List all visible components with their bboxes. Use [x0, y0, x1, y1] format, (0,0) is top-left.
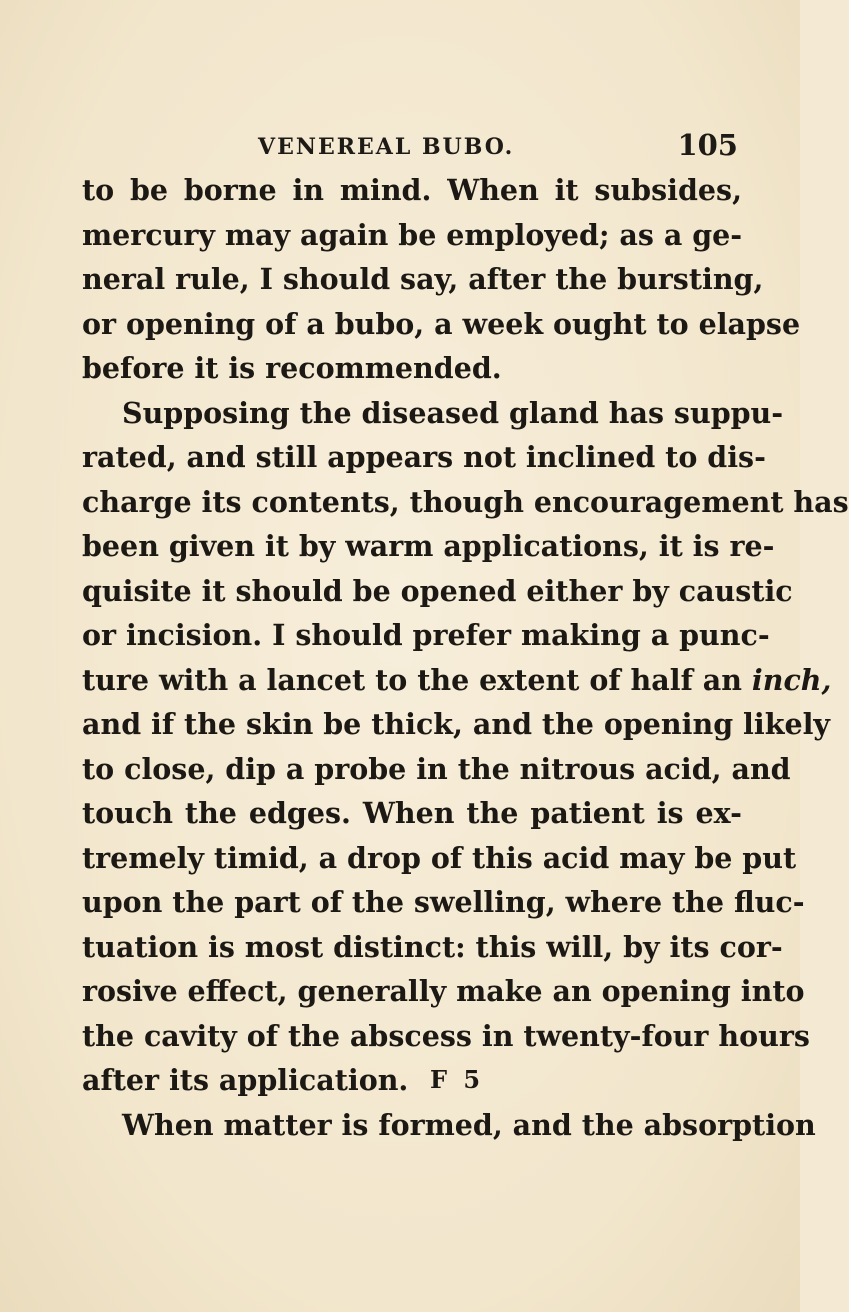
- text-line: after its application.: [82, 1063, 409, 1097]
- paragraph-start-line: When matter is formed, and the absorption: [122, 1107, 816, 1142]
- text-line: touch the edges. When the patient is ex-: [82, 796, 742, 830]
- text-line: tuation is most distinct: this will, by its cor-: [82, 929, 783, 964]
- text-line: neral rule, I should say, after the bursting,: [82, 262, 764, 296]
- text-line: tremely timid, a drop of this acid may be put: [82, 840, 797, 875]
- page-number: 105: [677, 128, 738, 162]
- text-line: quisite it should be opened either by caustic: [82, 573, 793, 608]
- text-line: rosive effect, generally make an opening into: [82, 974, 805, 1008]
- page-header: [258, 128, 738, 168]
- body-text: [82, 168, 849, 1147]
- text-line: mercury may again be employed; as a ge-: [82, 217, 743, 252]
- text-line: the cavity of the abscess in twenty-four hours: [82, 1018, 810, 1053]
- text-line: to be borne in mind. When it subsides,: [82, 173, 742, 207]
- text-segment: ture with a lancet to the extent of half an: [82, 662, 742, 697]
- text-line-with-italic: [82, 658, 832, 703]
- text-line: or opening of a bubo, a week ought to elapse: [82, 306, 801, 341]
- text-line: been given it by warm applications, it is re-: [82, 529, 775, 563]
- text-line: before it is recommended.: [82, 351, 502, 385]
- text-line: to close, dip a probe in the nitrous acid, and: [82, 751, 791, 786]
- italic-word: inch,: [751, 662, 832, 697]
- text-line: and if the skin be thick, and the opening likely: [82, 707, 830, 741]
- text-line: rated, and still appears not inclined to dis-: [82, 440, 766, 474]
- paragraph-start-line: Supposing the diseased gland has suppu-: [122, 395, 784, 430]
- text-line: upon the part of the swelling, where the fluc-: [82, 885, 805, 919]
- text-line: or incision. I should prefer making a punc-: [82, 618, 770, 652]
- running-head: VENEREAL BUBO.: [258, 134, 515, 160]
- text-line: charge its contents, though encouragement has: [82, 484, 849, 519]
- signature-mark: F 5: [430, 1065, 485, 1094]
